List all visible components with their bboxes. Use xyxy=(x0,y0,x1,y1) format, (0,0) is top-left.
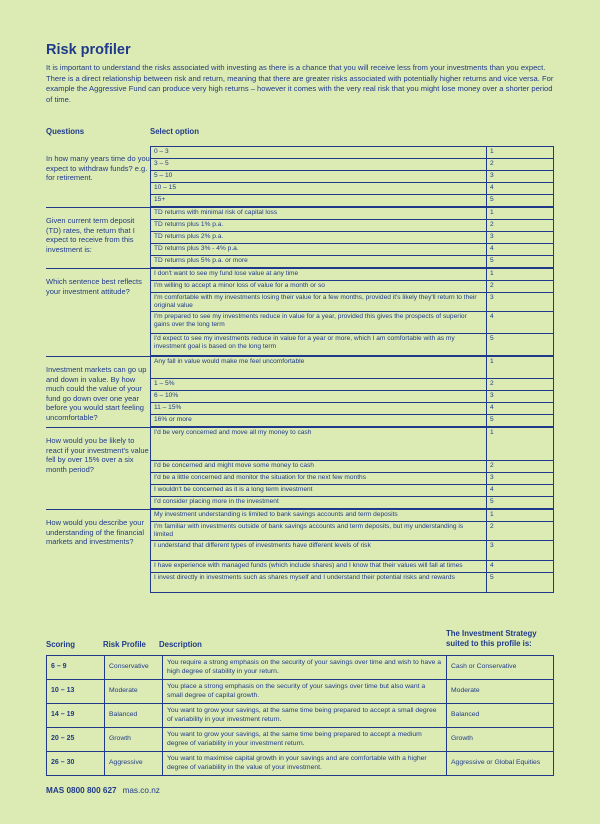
profile-score-range: 10 – 13 xyxy=(47,680,105,704)
option-label[interactable]: I'd be a little concerned and monitor the situation for the next few months xyxy=(151,473,487,485)
profile-row xyxy=(47,752,554,776)
option-score: 5 xyxy=(487,415,554,427)
option-score: 1 xyxy=(487,428,554,461)
option-label[interactable]: I'd be very concerned and move all my money to cash xyxy=(151,428,487,461)
profile-name: Aggressive xyxy=(105,752,163,776)
option-label[interactable]: I'd expect to see my investments reduce in value for a year or more, which I am comfortable with as my investment goal is based on the long term xyxy=(151,334,487,356)
option-score: 4 xyxy=(487,561,554,573)
option-score: 4 xyxy=(487,312,554,334)
question-text: Investment markets can go up and down in value. By how much could the value of your fund go down over one year before you would start feeling uncomfortable? xyxy=(46,356,150,427)
option-score: 1 xyxy=(487,357,554,379)
profile-row xyxy=(47,656,554,680)
option-label[interactable]: I'd be concerned and might move some money to cash xyxy=(151,461,487,473)
option-score: 3 xyxy=(487,473,554,485)
option-row[interactable] xyxy=(151,485,554,497)
profile-name: Growth xyxy=(105,728,163,752)
question-group xyxy=(46,427,554,509)
question-group xyxy=(46,207,554,268)
footer xyxy=(46,786,160,795)
profile-score-range: 26 – 30 xyxy=(47,752,105,776)
option-row[interactable] xyxy=(151,244,554,256)
option-row[interactable] xyxy=(151,510,554,522)
option-label[interactable]: I invest directly in investments such as shares myself and I understand their potential risks and rewards xyxy=(151,573,487,593)
option-label[interactable]: TD returns plus 3% - 4% p.a. xyxy=(151,244,487,256)
option-row[interactable] xyxy=(151,403,554,415)
options-table xyxy=(150,356,554,427)
profile-strategy: Cash or Conservative xyxy=(447,656,554,680)
option-label[interactable]: I don't want to see my fund lose value at any time xyxy=(151,269,487,281)
option-score: 4 xyxy=(487,244,554,256)
option-label[interactable]: TD returns plus 2% p.a. xyxy=(151,232,487,244)
option-label[interactable]: I'm comfortable with my investments losing their value for a few months, provided it's likely they'll return to their original value xyxy=(151,293,487,312)
option-score: 3 xyxy=(487,541,554,561)
profile-description: You require a strong emphasis on the security of your savings over time and wish to have a high degree of stability in your return. xyxy=(163,656,447,680)
option-label[interactable]: I have experience with managed funds (which include shares) and I know that their values will fall at times xyxy=(151,561,487,573)
options-table xyxy=(150,427,554,509)
option-score: 1 xyxy=(487,147,554,159)
profile-description: You place a strong emphasis on the security of your savings over time but also want a small degree of capital growth. xyxy=(163,680,447,704)
option-row[interactable] xyxy=(151,269,554,281)
option-label[interactable]: TD returns with minimal risk of capital loss xyxy=(151,208,487,220)
option-score: 5 xyxy=(487,256,554,268)
option-score: 4 xyxy=(487,183,554,195)
option-label[interactable]: Any fall in value would make me feel uncomfortable xyxy=(151,357,487,379)
option-label[interactable]: 3 – 5 xyxy=(151,159,487,171)
option-score: 2 xyxy=(487,461,554,473)
option-score: 2 xyxy=(487,281,554,293)
option-row[interactable] xyxy=(151,171,554,183)
option-row[interactable] xyxy=(151,391,554,403)
option-score: 3 xyxy=(487,391,554,403)
option-row[interactable] xyxy=(151,312,554,334)
option-row[interactable] xyxy=(151,159,554,171)
profile-description: You want to maximise capital growth in your savings and are comfortable with a higher degree of variability in the value of your investment. xyxy=(163,752,447,776)
option-score: 5 xyxy=(487,573,554,593)
profile-row xyxy=(47,728,554,752)
option-row[interactable] xyxy=(151,256,554,268)
question-group xyxy=(46,509,554,593)
option-label[interactable]: 16% or more xyxy=(151,415,487,427)
question-text: How would you be likely to react if your investment's value fell by over 15% over a six month period? xyxy=(46,427,150,509)
option-row[interactable] xyxy=(151,573,554,593)
option-score: 1 xyxy=(487,269,554,281)
profile-name: Balanced xyxy=(105,704,163,728)
option-label[interactable]: 0 – 3 xyxy=(151,147,487,159)
option-label[interactable]: I'm willing to accept a minor loss of value for a month or so xyxy=(151,281,487,293)
profile-score-range: 14 – 19 xyxy=(47,704,105,728)
profile-strategy: Growth xyxy=(447,728,554,752)
options-table xyxy=(150,509,554,593)
option-score: 1 xyxy=(487,208,554,220)
option-label[interactable]: 1 – 5% xyxy=(151,379,487,391)
option-row[interactable] xyxy=(151,147,554,159)
option-row[interactable] xyxy=(151,183,554,195)
option-score: 2 xyxy=(487,379,554,391)
option-row[interactable] xyxy=(151,561,554,573)
footer-url[interactable]: mas.co.nz xyxy=(122,786,160,795)
questions-header: Questions xyxy=(46,127,85,136)
page-title: Risk profiler xyxy=(46,42,131,58)
option-score: 3 xyxy=(487,171,554,183)
option-row[interactable] xyxy=(151,428,554,461)
option-row[interactable] xyxy=(151,281,554,293)
option-row[interactable] xyxy=(151,220,554,232)
option-score: 3 xyxy=(487,232,554,244)
profile-name: Moderate xyxy=(105,680,163,704)
strategy-header: The Investment Strategy suited to this profile is: xyxy=(446,629,537,648)
option-score: 5 xyxy=(487,334,554,356)
option-score: 5 xyxy=(487,195,554,207)
option-label[interactable]: My investment understanding is limited to bank savings accounts and term deposits xyxy=(151,510,487,522)
option-score: 5 xyxy=(487,497,554,509)
option-label[interactable]: 5 – 10 xyxy=(151,171,487,183)
profile-row xyxy=(47,704,554,728)
options-table xyxy=(150,268,554,356)
question-text: In how many years time do you expect to withdraw funds? e.g. for retirement. xyxy=(46,154,150,183)
question-group xyxy=(46,268,554,356)
option-row[interactable] xyxy=(151,415,554,427)
option-row[interactable] xyxy=(151,461,554,473)
profile-score-range: 20 – 25 xyxy=(47,728,105,752)
option-label[interactable]: TD returns plus 5% p.a. or more xyxy=(151,256,487,268)
option-label[interactable]: 6 – 10% xyxy=(151,391,487,403)
select-option-header: Select option xyxy=(150,127,199,136)
option-label[interactable]: I'd consider placing more in the investment xyxy=(151,497,487,509)
profile-strategy: Aggressive or Global Equities xyxy=(447,752,554,776)
option-score: 3 xyxy=(487,293,554,312)
option-row[interactable] xyxy=(151,473,554,485)
option-row[interactable] xyxy=(151,208,554,220)
option-row[interactable] xyxy=(151,293,554,312)
profile-description: You want to grow your savings, at the same time being prepared to accept a medium degree of variability in your investment return. xyxy=(163,728,447,752)
option-score: 2 xyxy=(487,220,554,232)
option-score: 4 xyxy=(487,485,554,497)
risk-profile-table xyxy=(46,655,554,776)
profile-score-range: 6 – 9 xyxy=(47,656,105,680)
option-label[interactable]: 15+ xyxy=(151,195,487,207)
option-row[interactable] xyxy=(151,522,554,541)
profile-description: You want to grow your savings, at the same time being prepared to accept a small degree of variability in your investment return. xyxy=(163,704,447,728)
option-label[interactable]: I understand that different types of investments have different levels of risk xyxy=(151,541,487,561)
profile-name: Conservative xyxy=(105,656,163,680)
option-score: 2 xyxy=(487,522,554,541)
footer-phone: MAS 0800 800 627 xyxy=(46,786,117,795)
option-label[interactable]: I'm familiar with investments outside of bank savings accounts and term deposits, but my understanding is limited xyxy=(151,522,487,541)
option-row[interactable] xyxy=(151,357,554,379)
option-score: 2 xyxy=(487,159,554,171)
profile-strategy: Moderate xyxy=(447,680,554,704)
options-table xyxy=(150,207,554,268)
question-group xyxy=(46,146,554,207)
profile-row xyxy=(47,680,554,704)
option-label[interactable]: TD returns plus 1% p.a. xyxy=(151,220,487,232)
description-header: Description xyxy=(159,640,202,649)
option-score: 4 xyxy=(487,403,554,415)
option-row[interactable] xyxy=(151,379,554,391)
options-table xyxy=(150,146,554,207)
option-label[interactable]: 11 – 15% xyxy=(151,403,487,415)
question-group xyxy=(46,356,554,427)
risk-profile-header: Risk Profile xyxy=(103,640,146,649)
option-row[interactable] xyxy=(151,541,554,561)
option-label[interactable]: 10 – 15 xyxy=(151,183,487,195)
intro-paragraph: It is important to understand the risks associated with investing as there is a chance that you will receive less from your investments than you expect. There is a direct relationship between risk and return, meaning that there are greater risks associated with potentially higher returns and vice versa. For example the Aggressive Fund can produce very high returns – however it comes with the very real risk that you might lose money over a shorter period of time. xyxy=(46,63,554,104)
option-label[interactable]: I wouldn't be concerned as it is a long term investment xyxy=(151,485,487,497)
option-row[interactable] xyxy=(151,232,554,244)
option-score: 1 xyxy=(487,510,554,522)
scoring-header: Scoring xyxy=(46,640,76,649)
questions-section xyxy=(46,146,554,593)
question-text: Given current term deposit (TD) rates, the return that I expect to receive from this investment is: xyxy=(46,207,150,268)
question-text: How would you describe your understanding of the financial markets and investments? xyxy=(46,509,150,593)
option-row[interactable] xyxy=(151,497,554,509)
option-row[interactable] xyxy=(151,334,554,356)
option-row[interactable] xyxy=(151,195,554,207)
option-label[interactable]: I'm prepared to see my investments reduce in value for a year, provided this gives the prospects of superior gains over the long term xyxy=(151,312,487,334)
question-text: Which sentence best reflects your investment attitude? xyxy=(46,268,150,356)
profile-strategy: Balanced xyxy=(447,704,554,728)
